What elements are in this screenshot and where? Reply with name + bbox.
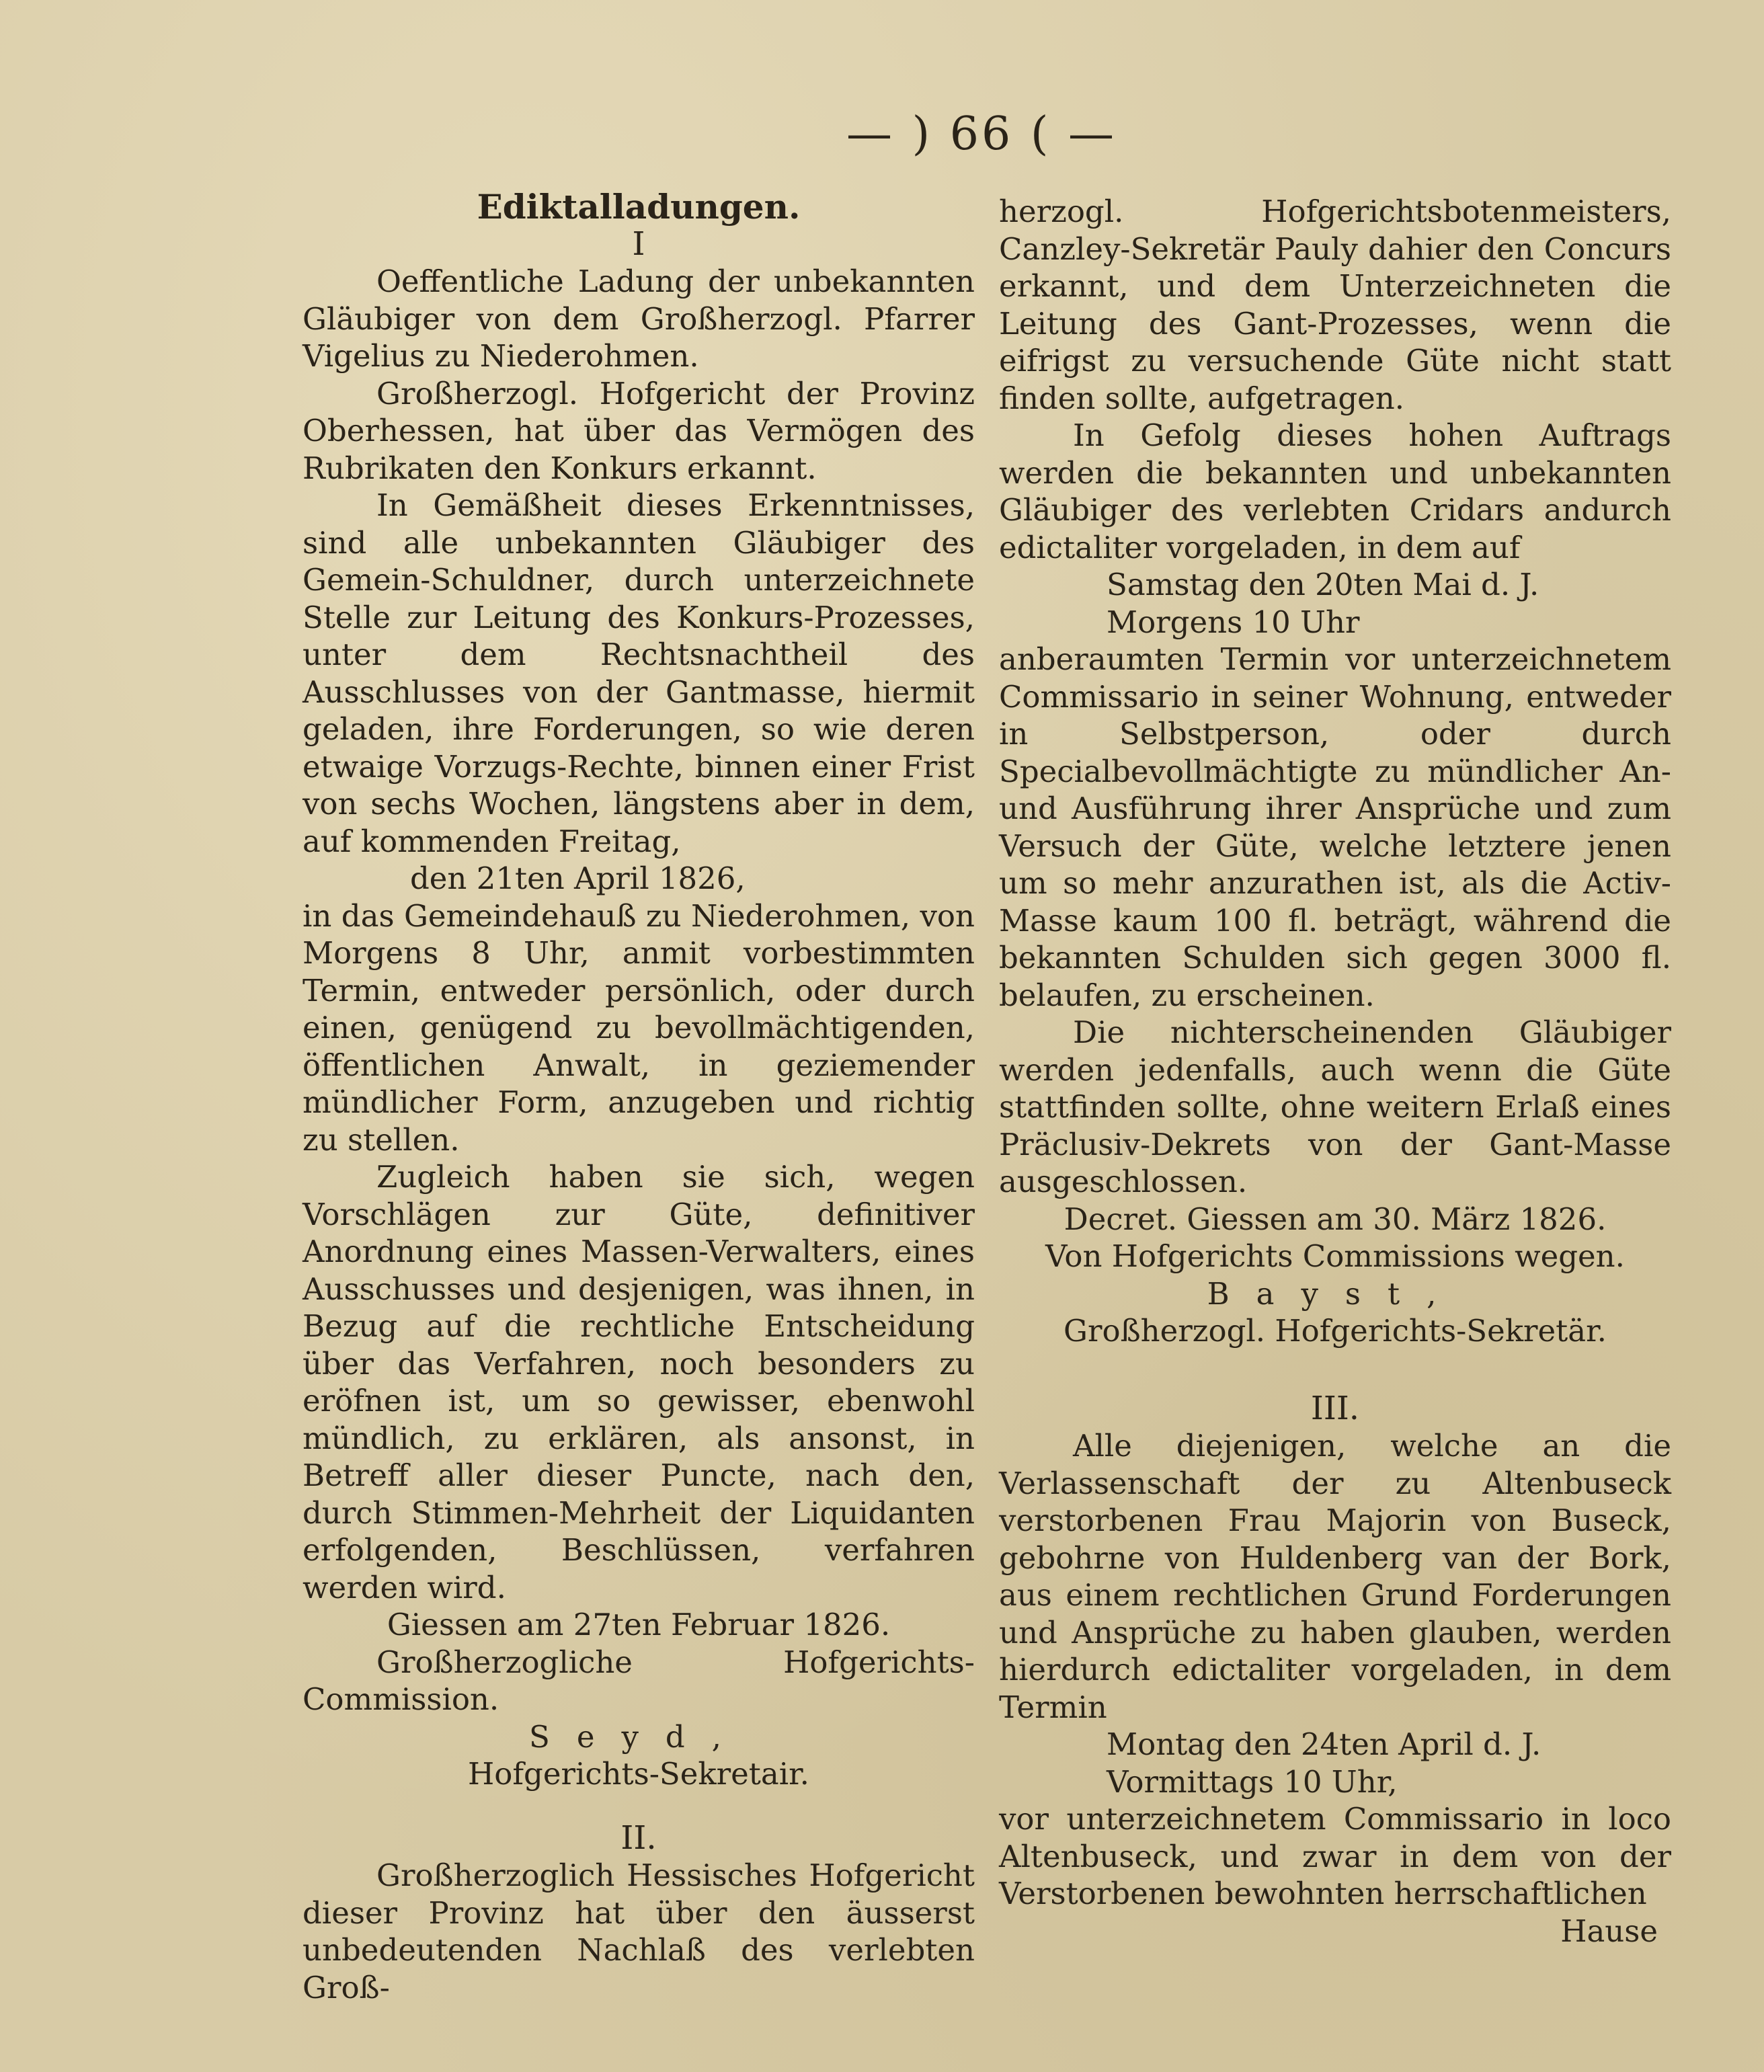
right-date-line-2: Montag den 24ten April d. J. Vormittags 10 Uhr, (1107, 1726, 1541, 1800)
right-paragraph-1: herzogl. Hofgerichtsbotenmeisters, Canzley-Sekretär Pauly dahier den Concurs erkannt, und dem Unterzeichneten die Leitung des Gant-Prozesses, wenn die eifrigst zu versuchende Güte nicht statt finden sollte, aufgetragen. (999, 194, 1671, 416)
right-decree: Decret. Giessen am 30. März 1826. (1064, 1201, 1607, 1237)
left-paragraph-3: In Gemäßheit dieses Erkenntnisses, sind alle unbekannten Gläubiger des Gemein-Schuldner, durch unterzeichnete Stelle zur Leitung des Konkurs-Prozesses, unter dem Rechtsnachtheil des Ausschlusses von der Gantmasse, hiermit geladen, ihre Forderungen, so wie deren etwaige Vorzugs-Rechte, binnen einer Frist von sechs Wochen, längstens aber in dem, auf kommenden Freitag, (303, 487, 975, 859)
spacer (303, 1793, 975, 1820)
right-signature: Bayst, (1207, 1275, 1464, 1312)
right-date-line-1: Samstag den 20ten Mai d. J. Morgens 10 Uhr (1107, 567, 1539, 640)
right-paragraph-3: anberaumten Termin vor unterzeichnetem Commissario in seiner Wohnung, entweder in Selbstperson, oder durch Specialbevollmächtigte zu mündlicher An- und Ausführung ihrer Ansprüche und zum Versuch der Güte, welche letztere jenen um so mehr anzurathen ist, als die Activ-Masse kaum 100 fl. beträgt, während die bekannten Schulden sich gegen 3000 fl. belaufen, zu erscheinen. (999, 641, 1671, 1013)
part-number-2: II. (620, 1819, 657, 1857)
page-number-line: — ) 66 ( — (846, 108, 1117, 161)
left-place-date: Giessen am 27ten Februar 1826. (387, 1607, 891, 1642)
spacer (999, 1350, 1671, 1390)
right-signature-title: Großherzogl. Hofgerichts-Sekretär. (1064, 1313, 1607, 1349)
part-number-3: III. (1310, 1389, 1360, 1427)
left-signature-title: Hofgerichts-Sekretair. (468, 1756, 809, 1792)
catchword: Hause (1560, 1913, 1658, 1949)
left-paragraph-5: Zugleich haben sie sich, wegen Vorschlägen zur Güte, definitiver Anordnung eines Massen-Verwalters, eines Ausschusses und desjenigen, was ihnen, in Bezug auf die rechtliche Entscheidung über das Verfahren, noch besonders zu eröfnen ist, um so gewisser, ebenwohl mündlich, zu erklären, als ansonst, in Betreff aller dieser Puncte, nach den, durch Stimmen-Mehrheit der Liquidanten erfolgenden, Beschlüssen, verfahren werden wird. (303, 1159, 975, 1605)
left-paragraph-6: Großherzoglich Hessisches Hofgericht dieser Provinz hat über den äusserst unbedeutenden Nachlaß des verlebten Groß- (303, 1858, 975, 2005)
right-paragraph-6: vor unterzeichnetem Commissario in loco Altenbuseck, und zwar in dem von der Verstorbenen bewohnten herrschaftlichen (999, 1801, 1671, 1911)
right-paragraph-2: In Gefolg dieses hohen Auftrags werden die bekannten und unbekannten Gläubiger des verlebten Cridars andurch edictaliter vorgeladen, in dem auf (999, 417, 1671, 565)
left-authority: Großherzogliche Hofgerichts-Commission. (303, 1644, 975, 1717)
part-number-1: I (632, 225, 645, 263)
left-paragraph-1: Oeffentliche Ladung der unbekannten Gläubiger von dem Großherzogl. Pfarrer Vigelius zu Niederohmen. (303, 264, 975, 374)
right-paragraph-5: Alle diejenigen, welche an die Verlassenschaft der zu Altenbuseck verstorbenen Frau Majorin von Buseck, gebohrne von Huldenberg van der Bork, aus einem rechtlichen Grund Forderungen und Ansprüche zu haben glauben, werden hierdurch edictaliter vorgeladen, in dem Termin (999, 1428, 1671, 1725)
right-paragraph-4: Die nichterscheinenden Gläubiger werden jedenfalls, auch wenn die Güte stattfinden sollte, ohne weitern Erlaß eines Präclusiv-Dekrets von der Gant-Masse ausgeschlossen. (999, 1014, 1671, 1199)
left-paragraph-4: in das Gemeindehauß zu Niederohmen, von Morgens 8 Uhr, anmit vorbestimmten Termin, entweder persönlich, oder durch einen, genügend zu bevollmächtigenden, öffentlichen Anwalt, in geziemender mündlicher Form, anzugeben und richtig zu stellen. (303, 898, 975, 1158)
right-column (999, 193, 1671, 1950)
left-date-line: den 21ten April 1826, (410, 861, 746, 896)
left-column (303, 188, 975, 2006)
section-title: Ediktalladungen. (477, 187, 801, 227)
left-paragraph-2: Großherzogl. Hofgericht der Provinz Oberhessen, hat über das Vermögen des Rubrikaten den Konkurs erkannt. (303, 375, 975, 486)
right-authority: Von Hofgerichts Commissions wegen. (1045, 1238, 1625, 1274)
left-signature: Seyd, (529, 1718, 748, 1755)
